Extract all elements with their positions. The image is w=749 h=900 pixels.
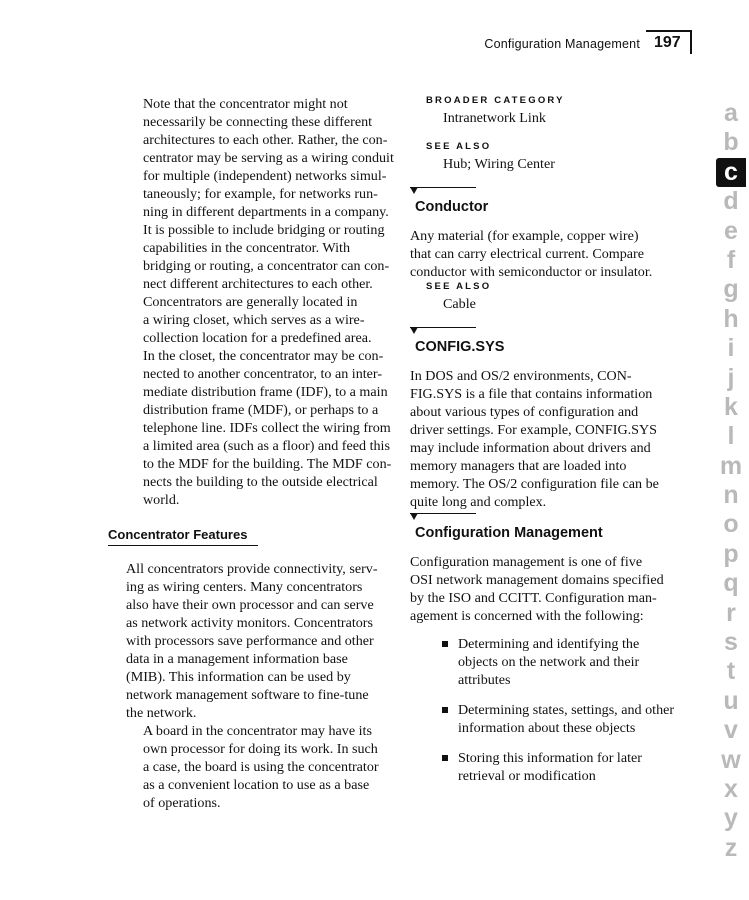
configmgmt-bullet-list — [410, 635, 690, 785]
left-column — [108, 95, 394, 812]
index-letter-k[interactable]: k — [724, 392, 738, 421]
index-letter-r[interactable]: r — [726, 598, 736, 627]
entry-body-conductor: Any material (for example, copper wire) that can carry electrical current. Compare conductor with semiconductor or insulator. — [410, 228, 653, 280]
see-also-label: SEE ALSO — [426, 141, 492, 152]
list-item: Determining and identifying the objects on the network and their attributes — [442, 635, 690, 689]
conductor-see-also-value: Cable — [443, 296, 476, 312]
index-letter-m[interactable]: m — [719, 451, 743, 480]
entry-heading-conductor: Conductor — [415, 199, 489, 215]
entry-marker-configmgmt — [410, 513, 690, 525]
paragraph-concentrator-features: All concentrators provide connectivity, serv- ing as wiring centers. Many concentrators also have their own processor and can serve as network activity monitors. Concentrators with processors save performance and other data in a management information base (MIB). This information can be used by network management software to fine-tune the network. — [126, 561, 378, 721]
broader-category-label: BROADER CATEGORY — [426, 95, 565, 106]
triangle-marker-icon — [410, 187, 418, 194]
triangle-marker-icon — [410, 513, 418, 520]
index-letter-e[interactable]: e — [724, 216, 738, 245]
entry-heading-configsys: CONFIG.SYS — [415, 339, 505, 355]
index-letter-u[interactable]: u — [723, 686, 739, 715]
entry-body-configsys: In DOS and OS/2 environments, CON- FIG.SYS is a file that contains information about various types of configuration and driver settings. For example, CONFIG.SYS may include information about drivers and memory managers that are loaded into memory. The OS/2 configuration file can be quite long and complex. — [410, 368, 659, 510]
header-rule-top — [646, 30, 692, 32]
alphabet-thumb-index — [716, 99, 746, 863]
paragraph-concentrator-note: Note that the concentrator might not necessarily be connecting these different architectures to each other. Rather, the con- centrator may be serving as a wiring conduit for multiple (independent) networks simul- taneously; for example, for networks run- ning in different departments in a company. It is possible to include bridging or routing capabilities in the concentrator. With bridging or routing, a concentrator can con- nect different architectures to each other. — [143, 96, 394, 292]
square-bullet-icon — [442, 707, 448, 713]
index-letter-s[interactable]: s — [724, 628, 738, 657]
index-letter-a[interactable]: a — [724, 99, 738, 127]
right-column — [410, 95, 690, 797]
entry-marker-conductor — [410, 187, 690, 199]
paragraph-concentrator-location: Concentrators are generally located in a wiring closet, which serves as a wire- collection location for a predefined area. In the closet, the concentrator may be con- nected to another concentrator, to an inter- mediate distribution frame (IDF), to a main distribution frame (MDF), or perhaps to a telephone line. IDFs collect the wiring from a limited area (such as a floor) and feed this to the MDF for the building. The MDF con- nects the building to the outside electrical world. — [143, 294, 392, 508]
index-letter-h[interactable]: h — [723, 304, 739, 333]
index-letter-d[interactable]: d — [723, 187, 739, 216]
conductor-see-also-label: SEE ALSO — [426, 281, 492, 292]
index-letter-j[interactable]: j — [727, 363, 735, 392]
index-letter-v[interactable]: v — [724, 716, 738, 745]
index-letter-t[interactable]: t — [726, 657, 736, 686]
page-number: 197 — [654, 34, 681, 51]
index-letter-b[interactable]: b — [723, 128, 739, 157]
index-letter-g[interactable]: g — [723, 275, 739, 304]
list-item: Storing this information for later retrieval or modification — [442, 749, 690, 785]
square-bullet-icon — [442, 755, 448, 761]
index-letter-f[interactable]: f — [726, 245, 736, 274]
list-item: Determining states, settings, and other information about these objects — [442, 701, 690, 737]
square-bullet-icon — [442, 641, 448, 647]
index-letter-y[interactable]: y — [724, 804, 738, 833]
index-letter-p[interactable]: p — [723, 539, 739, 568]
header-rule-side — [690, 30, 692, 54]
entry-body-configmgmt: Configuration management is one of five OSI network management domains specified by the ISO and CCITT. Configuration man- agement is concerned with the following: — [410, 554, 664, 624]
index-letter-c-active[interactable]: c — [716, 158, 746, 187]
index-letter-o[interactable]: o — [723, 510, 739, 539]
index-letter-z[interactable]: z — [724, 833, 738, 862]
index-letter-w[interactable]: w — [721, 745, 741, 774]
index-letter-i[interactable]: i — [727, 334, 735, 363]
broader-category-value: Intranetwork Link — [443, 110, 546, 126]
triangle-marker-icon — [410, 327, 418, 334]
index-letter-l[interactable]: l — [727, 422, 735, 451]
index-letter-n[interactable]: n — [723, 481, 739, 510]
subheading-concentrator-features: Concentrator Features — [108, 527, 258, 546]
see-also-value: Hub; Wiring Center — [443, 156, 555, 172]
entry-marker-configsys — [410, 327, 690, 339]
running-title: Configuration Management — [484, 37, 640, 51]
index-letter-x[interactable]: x — [724, 774, 738, 803]
entry-heading-configmgmt: Configuration Management — [415, 525, 603, 541]
index-letter-q[interactable]: q — [723, 569, 739, 598]
paragraph-concentrator-board: A board in the concentrator may have its own processor for doing its work. In such a case, the board is using the concentrator as a convenient location to use as a base of operations. — [143, 723, 379, 811]
